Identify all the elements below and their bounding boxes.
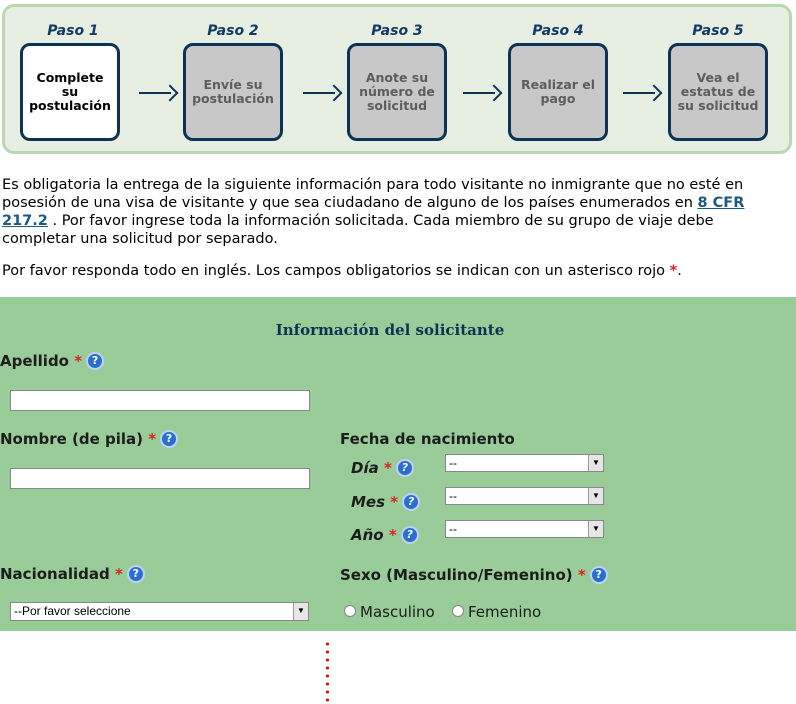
applicant-form [0, 297, 796, 631]
mes-select[interactable]: -- ▼ [445, 487, 604, 505]
arrow-right-icon [463, 85, 503, 101]
intro-paragraph-2: Por favor responda todo en inglés. Los campos obligatorios se indican con un asterisco rojo *. [2, 263, 682, 279]
step-1-box: Complete su postulación [20, 43, 120, 141]
step-3-label: Paso 3 [371, 23, 423, 39]
help-icon[interactable]: ? [396, 459, 414, 477]
dia-label: Día * ? [351, 459, 414, 477]
step-1-label: Paso 1 [47, 23, 99, 39]
apellido-input[interactable] [10, 390, 310, 411]
help-icon[interactable]: ? [590, 566, 608, 584]
nombre-label: Nombre (de pila) * ? [0, 430, 178, 448]
step-5-label: Paso 5 [692, 23, 744, 39]
arrow-right-icon [139, 85, 179, 101]
step-4-box: Realizar el pago [508, 43, 608, 141]
fecha-nacimiento-label: Fecha de nacimiento [340, 430, 515, 448]
ano-label: Año * ? [351, 526, 419, 544]
apellido-label: Apellido * ? [0, 352, 104, 370]
sexo-label: Sexo (Masculino/Femenino) * ? [340, 566, 608, 584]
radio-circle-icon [452, 605, 464, 617]
help-icon[interactable]: ? [401, 526, 419, 544]
nacionalidad-select[interactable]: --Por favor seleccione ▼ [10, 602, 309, 621]
dropdown-arrow-icon: ▼ [588, 455, 603, 471]
ano-select[interactable]: -- ▼ [445, 520, 604, 538]
help-icon[interactable]: ? [402, 493, 420, 511]
nacionalidad-label: Nacionalidad * ? [0, 565, 145, 583]
step-2-label: Paso 2 [207, 23, 259, 39]
arrow-right-icon [303, 85, 343, 101]
intro-paragraph-1: Es obligatoria la entrega de la siguiente información para todo visitante no inmigrante que no esté en posesión de una visa de visitante y que sea ciudadano de alguno de los países enumerados en 8 CFR 217.2 . Por favor ingrese toda la información solicitada. Cada miembro de su grupo de viaje debe completar una solicitud por separado. [2, 177, 745, 247]
steps-panel [2, 4, 792, 154]
step-4-label: Paso 4 [532, 23, 584, 39]
dotted-divider [326, 640, 329, 702]
dia-select[interactable]: -- ▼ [445, 454, 604, 472]
radio-circle-icon [344, 605, 356, 617]
masculino-radio[interactable]: Masculino [344, 603, 435, 621]
femenino-radio[interactable]: Femenino [452, 603, 541, 621]
mes-label: Mes * ? [351, 493, 420, 511]
intro-text [2, 176, 782, 294]
help-icon[interactable]: ? [160, 430, 178, 448]
help-icon[interactable]: ? [86, 352, 104, 370]
dropdown-arrow-icon: ▼ [588, 488, 603, 504]
arrow-right-icon [623, 85, 663, 101]
required-asterisk: * [669, 263, 678, 279]
help-icon[interactable]: ? [127, 565, 145, 583]
cfr-link[interactable]: 8 CFR 217.2 [2, 195, 745, 229]
step-3-box: Anote su número de solicitud [347, 43, 447, 141]
dropdown-arrow-icon: ▼ [293, 603, 308, 620]
form-title: Información del solicitante [275, 321, 505, 339]
step-2-box: Envíe su postulación [183, 43, 283, 141]
dropdown-arrow-icon: ▼ [588, 521, 603, 537]
nombre-input[interactable] [10, 468, 310, 489]
step-5-box: Vea el estatus de su solicitud [668, 43, 768, 141]
